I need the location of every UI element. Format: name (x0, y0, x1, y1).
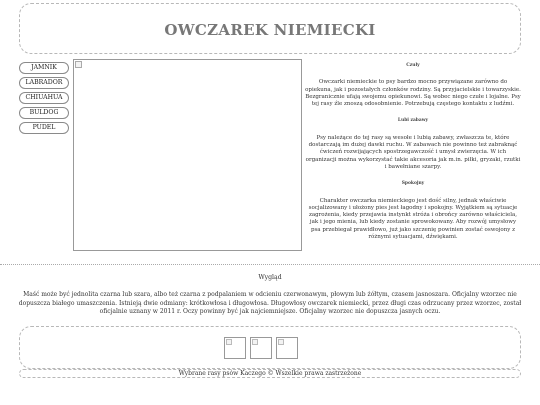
appearance-text: Maść może być jednolita czarna lub szara, albo też czarna z podpalaniem w odcieniu czerwonawym, płowym lub żółtym, czasem jasnoszara. Oficjalny wzorzec nie dopuszcza białego umaszczenia. Istnieją dwie odmiany: krótkowłosa i długowłosa. Długowłosy owczarek niemiecki, przez długi czas odrzucany przez wzorzec, został oficjalnie uznany w 2011 r. Oczy powinny być jak najciemniejsze. Oficjalny wzorzec nie dopuszcza jasnych oczu. (18, 291, 522, 315)
trait-title: Czuły (406, 63, 420, 68)
traits-section (305, 59, 521, 250)
appearance-title: Wygląd (258, 274, 282, 281)
hero-image-placeholder (73, 59, 302, 251)
gallery-thumbnail[interactable] (224, 337, 246, 359)
copyright-bar (19, 369, 521, 378)
gallery-thumbnail[interactable] (250, 337, 272, 359)
broken-image-icon (226, 339, 232, 345)
page-title: OWCZAREK NIEMIECKI (164, 21, 376, 39)
nav-button-chiuahua[interactable]: CHIUAHUA (19, 92, 69, 104)
nav-button-labrador[interactable]: LABRADOR (19, 77, 69, 89)
broken-image-icon (252, 339, 258, 345)
trait-block (305, 180, 521, 241)
trait-title: Lubi zabawy (397, 118, 429, 124)
breed-nav (19, 62, 69, 137)
appearance-section (0, 264, 540, 321)
trait-text: Charakter owczarka niemieckiego jest dość silny, jednak właściwie socjalizowany i ułożony pies jest łagodny i spokojny. Wyjątkiem są sytuacje zagrożenia, kiedy przejawia instynkt stróża i obrońcy zarówno właściciela, jak i jego mienia, lub kiedy zostanie sprowokowany. Aby rozwój umysłowy psa przebiegał prawidłowo, już jako szczenię powinien zostać oswojony z różnymi sytuacjami, dźwiękami. (308, 197, 518, 241)
trait-text: Owczarki niemieckie to psy bardzo mocno przywiązane zarówno do opiekuna, jak i pozostałych członków rodziny. Są przyjacielskie i towarzyskie. Bezgranicznie ufają swojemu opiekunowi. Są wobec niego czułe i lojalne. Psy tej rasy źle znoszą odosobnienie. Potrzebują częstego kontaktu z ludźmi. (305, 79, 521, 108)
broken-image-icon (75, 61, 82, 68)
trait-text: Psy należące do tej rasy są wesołe i lubią zabawy, zwłaszcza te, które dostarczają im dużej dawki ruchu. W zabawach nie powinno też zabraknąć ćwiczeń rozwijających spostrzegawczość i umysł zwierzęcia. W ich organizacji można wykorzystać takie akcesoria jak m.in. piłki, gryzaki, rzutki i bawełniane szarpy. (305, 134, 521, 170)
trait-title: Spokojny (401, 181, 425, 187)
nav-button-pudel[interactable]: PUDEL (19, 122, 69, 134)
trait-block (305, 117, 521, 171)
gallery-thumbnail[interactable] (276, 337, 298, 359)
header-panel (19, 3, 521, 54)
broken-image-icon (278, 339, 284, 345)
nav-button-jamnik[interactable]: JAMNIK (19, 62, 69, 74)
copyright-text: Wybrane rasy psów Kaczego © Wszelkie prawa zastrzeżone (178, 370, 362, 377)
trait-block (305, 62, 521, 108)
nav-button-buldog[interactable]: BULDOG (19, 107, 69, 119)
footer-gallery (19, 326, 521, 369)
